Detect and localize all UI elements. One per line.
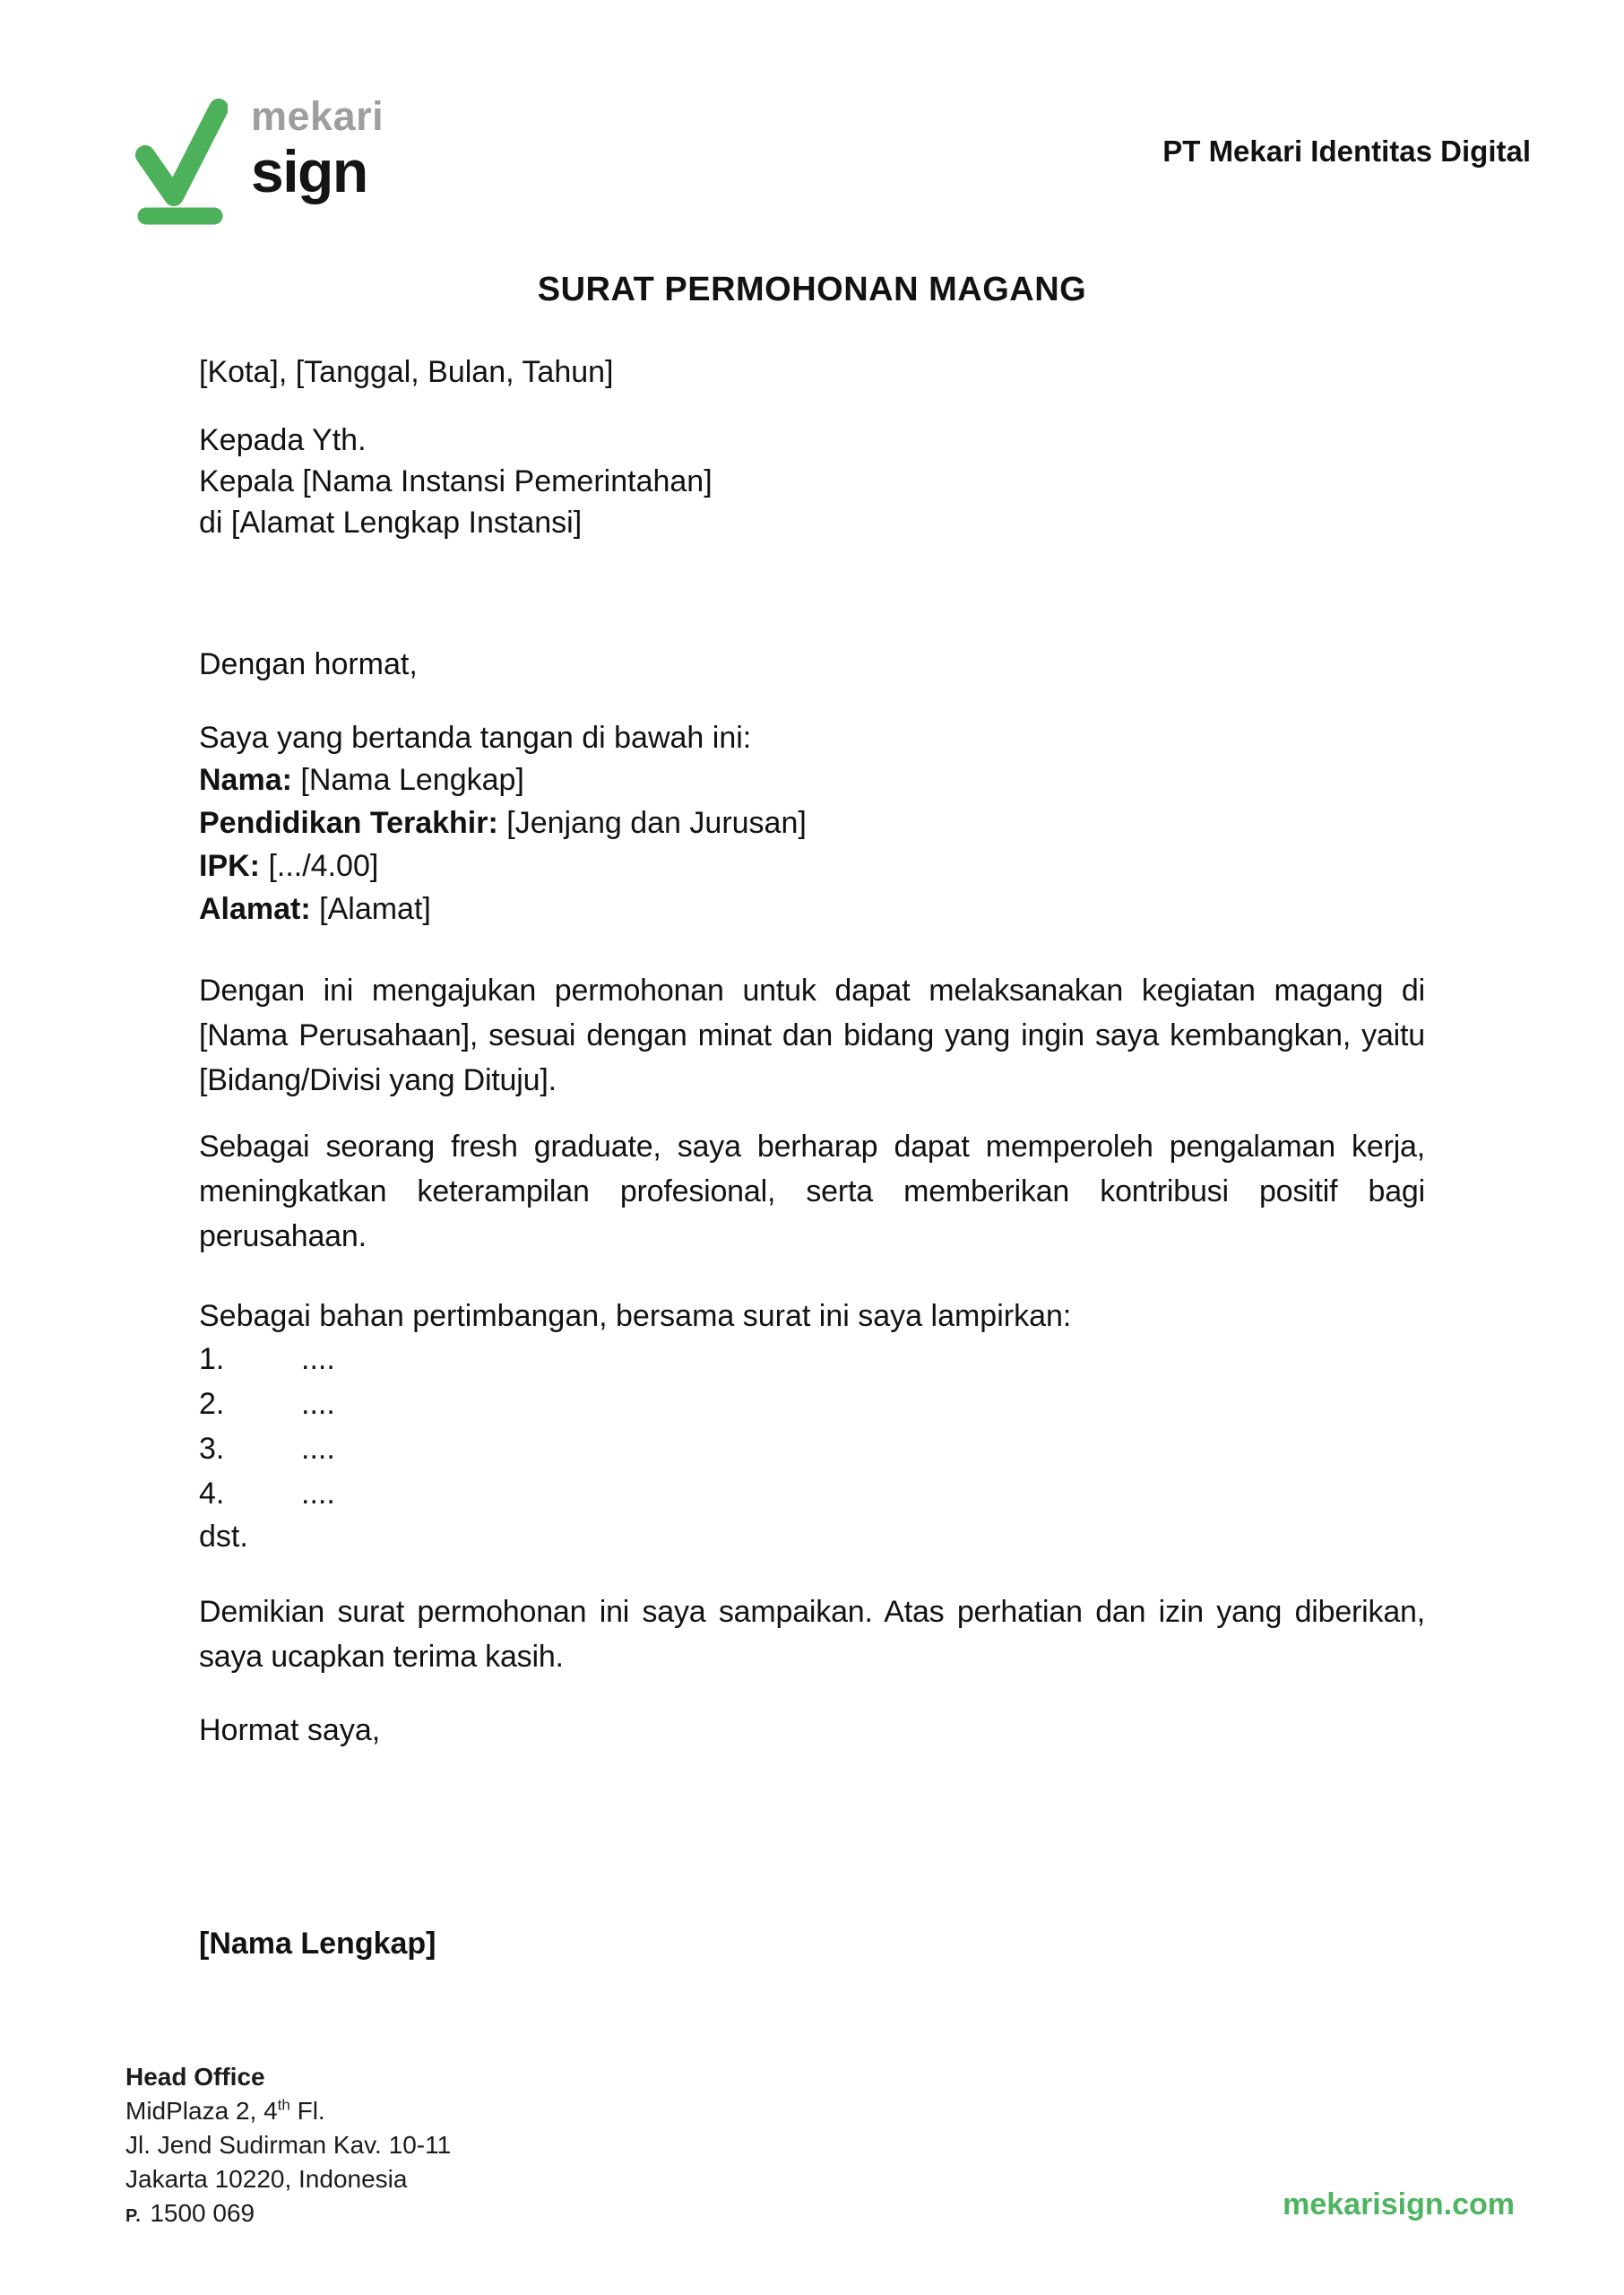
- phone-label: P.: [125, 2206, 142, 2226]
- logo-brand-text: mekari: [251, 93, 384, 139]
- phone-number: 1500 069: [150, 2199, 255, 2227]
- detail-value: [.../4.00]: [260, 849, 379, 883]
- applicant-details: [199, 758, 1425, 931]
- attachments-list: [199, 1337, 1425, 1516]
- address-line: Jl. Jend Sudirman Kav. 10-11: [125, 2131, 452, 2159]
- detail-value: [Nama Lengkap]: [291, 763, 524, 797]
- mekarisign-website-link[interactable]: mekarisign.com: [1283, 2187, 1515, 2221]
- address-line-text: MidPlaza 2, 4: [125, 2097, 278, 2125]
- list-item: [199, 1471, 1425, 1516]
- list-item-number: 4.: [199, 1477, 225, 1511]
- attachments-etc: dst.: [199, 1520, 248, 1554]
- list-item-text: ....: [301, 1342, 335, 1376]
- list-item: [199, 1337, 1425, 1381]
- list-item: [199, 1381, 1425, 1426]
- recipient-block: [199, 420, 1425, 543]
- paragraph-request: Dengan ini mengajukan permohonan untuk dapat melaksanakan kegiatan magang di [Nama Perusahaan], sesuai dengan minat dan bidang yang ingin saya kembangkan, yaitu [Bidang/Divisi yang Dituju].: [199, 974, 1425, 1097]
- head-office-label: Head Office: [125, 2063, 265, 2091]
- address-line-text: Fl.: [289, 2097, 325, 2125]
- detail-row: [199, 888, 1425, 931]
- closing-paragraph: Demikian surat permohonan ini saya sampaikan. Atas perhatian dan izin yang diberikan, saya ucapkan terima kasih.: [199, 1595, 1425, 1674]
- phone-line: [125, 2196, 451, 2233]
- recipient-line: Kepala [Nama Instansi Pemerintahan]: [199, 464, 713, 498]
- signature-name: [Nama Lengkap]: [199, 1927, 436, 1961]
- recipient-line: di [Alamat Lengkap Instansi]: [199, 506, 583, 540]
- detail-label: Pendidikan Terakhir:: [199, 806, 498, 840]
- footer-address-block: [125, 2060, 451, 2233]
- list-item: [199, 1426, 1425, 1471]
- detail-label: Alamat:: [199, 892, 311, 926]
- letter-title: SURAT PERMOHONAN MAGANG: [537, 271, 1087, 308]
- checkmark-icon: [134, 93, 228, 228]
- list-item-number: 1.: [199, 1342, 225, 1376]
- city-date-line: [Kota], [Tanggal, Bulan, Tahun]: [199, 355, 614, 389]
- ordinal-superscript: th: [277, 2096, 290, 2114]
- detail-row: [199, 844, 1425, 888]
- list-item-text: ....: [301, 1477, 335, 1511]
- sign-off: Hormat saya,: [199, 1713, 381, 1747]
- detail-label: IPK:: [199, 849, 260, 883]
- mekari-sign-logo: [134, 93, 384, 228]
- intro-line: Saya yang bertanda tangan di bawah ini:: [199, 721, 752, 755]
- logo-product-text: sign: [251, 138, 367, 204]
- detail-row: [199, 758, 1425, 801]
- list-item-text: ....: [301, 1432, 335, 1466]
- recipient-line: Kepada Yth.: [199, 423, 367, 457]
- address-line: [125, 2094, 451, 2128]
- paragraph-motivation: Sebagai seorang fresh graduate, saya berharap dapat memperoleh pengalaman kerja, meningkatkan keterampilan profesional, serta memberikan kontribusi positif bagi perusahaan.: [199, 1130, 1425, 1253]
- logo-wordmark: [251, 93, 384, 204]
- list-item-number: 2.: [199, 1387, 225, 1421]
- list-item-number: 3.: [199, 1432, 225, 1466]
- detail-value: [Jenjang dan Jurusan]: [497, 806, 807, 840]
- detail-row: [199, 801, 1425, 844]
- list-item-text: ....: [301, 1387, 335, 1421]
- detail-value: [Alamat]: [310, 892, 431, 926]
- detail-label: Nama:: [199, 763, 292, 797]
- attachments-intro: Sebagai bahan pertimbangan, bersama surat ini saya lampirkan:: [199, 1299, 1072, 1333]
- company-name: PT Mekari Identitas Digital: [1162, 134, 1531, 168]
- address-line: Jakarta 10220, Indonesia: [125, 2165, 408, 2193]
- letter-body: [199, 269, 1425, 1964]
- salutation: Dengan hormat,: [199, 647, 418, 681]
